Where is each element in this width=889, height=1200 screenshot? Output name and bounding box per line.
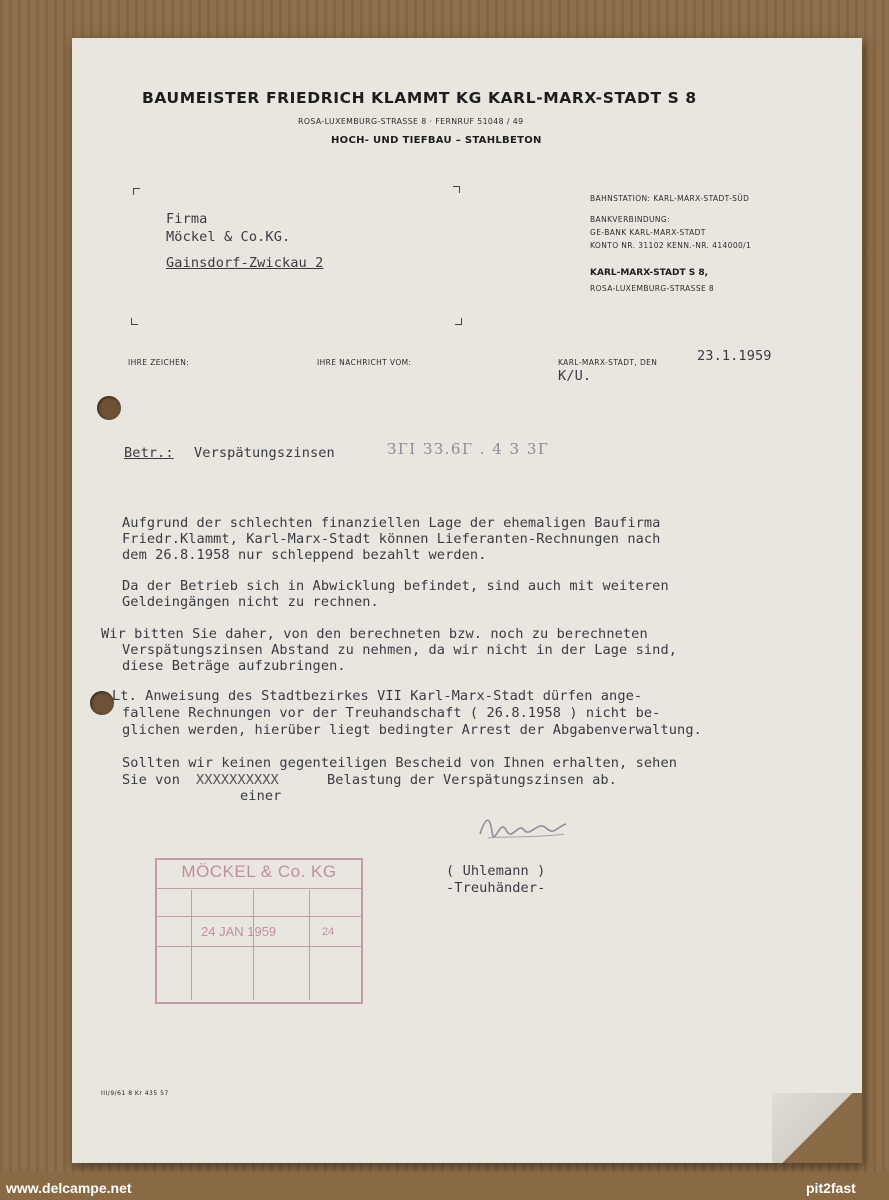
our-sign: K/U. xyxy=(558,368,592,384)
recipient-line-2: Möckel & Co.KG. xyxy=(166,229,291,245)
body-p4-line1: Lt. Anweisung des Stadtbezirkes VII Karl-Marx-Stadt dürfen ange- xyxy=(112,688,643,704)
recipient-line-1: Firma xyxy=(166,211,208,227)
watermark-bar xyxy=(0,1172,889,1200)
bank-name: GE-BANK KARL-MARX-STADT xyxy=(590,228,706,237)
body-p5-struck-text: XXXXXXXXXX xyxy=(196,772,279,788)
stamp-col-line xyxy=(253,890,254,1000)
body-p2-line1: Da der Betrieb sich in Abwicklung befindet, sind auch mit weiteren xyxy=(122,578,669,594)
bank-label: BANKVERBINDUNG: xyxy=(590,215,671,224)
company-address: ROSA-LUXEMBURG-STRASSE 8 · FERNRUF 51048 / 49 xyxy=(298,117,524,126)
stamp-title: MÖCKEL & Co. KG xyxy=(157,862,361,889)
handwritten-signature xyxy=(478,808,568,848)
body-p5-line1: Sollten wir keinen gegenteiligen Bescheid von Ihnen erhalten, sehen xyxy=(122,755,678,771)
body-p1-line1: Aufgrund der schlechten finanziellen Lage der ehemaligen Baufirma xyxy=(122,515,661,531)
body-p3-line2: Verspätungszinsen Abstand zu nehmen, da wir nicht in der Lage sind, xyxy=(122,642,678,658)
window-corner-bl xyxy=(131,318,138,325)
body-p3-line3: diese Beträge aufzubringen. xyxy=(122,658,346,674)
stamp-col-line xyxy=(191,890,192,1000)
place-date-label: KARL-MARX-STADT, DEN xyxy=(558,358,658,367)
station-info: BAHNSTATION: KARL-MARX-STADT-SÜD xyxy=(590,194,750,203)
body-p4-line3: glichen werden, hierüber liegt bedingter Arrest der Abgabenverwaltung. xyxy=(122,722,702,738)
folded-corner xyxy=(772,1093,862,1163)
receipt-stamp xyxy=(155,858,363,1004)
punch-hole-top xyxy=(97,396,121,420)
body-p2-line2: Geldeingängen nicht zu rechnen. xyxy=(122,594,379,610)
subject-handwritten-note: ЗГІ ЗЗ.6Г . 4 3 3Г xyxy=(387,440,550,458)
watermark-right: pit2fast xyxy=(806,1180,856,1196)
letter-date: 23.1.1959 xyxy=(697,348,772,364)
company-services: HOCH- UND TIEFBAU – STAHLBETON xyxy=(331,135,542,146)
window-corner-br xyxy=(455,318,462,325)
body-p5-line2-start: Sie von xyxy=(122,772,180,788)
subject-text: Verspätungszinsen xyxy=(194,445,335,461)
sender-street: ROSA-LUXEMBURG-STRASSE 8 xyxy=(590,284,715,293)
body-p1-line2: Friedr.Klammt, Karl-Marx-Stadt können Lieferanten-Rechnungen nach xyxy=(122,531,661,547)
body-p4-line2: fallene Rechnungen vor der Treuhandschaft ( 26.8.1958 ) nicht be- xyxy=(122,705,661,721)
stamp-row-line xyxy=(157,916,361,917)
body-p1-line3: dem 26.8.1958 nur schleppend bezahlt werden. xyxy=(122,547,487,563)
stamp-row-line xyxy=(157,946,361,947)
subject-label: Betr.: xyxy=(124,445,174,461)
punch-hole-bottom xyxy=(90,691,114,715)
signatory-role: -Treuhänder- xyxy=(446,880,546,896)
body-p5-insert: einer xyxy=(240,788,282,804)
body-p3-line1: Wir bitten Sie daher, von den berechneten bzw. noch zu berechneten xyxy=(101,626,648,642)
sender-city: KARL-MARX-STADT S 8, xyxy=(590,268,709,278)
ihre-zeichen-label: IHRE ZEICHEN: xyxy=(128,358,190,367)
recipient-line-3: Gainsdorf-Zwickau 2 xyxy=(166,255,324,271)
window-corner-tr xyxy=(453,186,460,193)
stamp-col-line xyxy=(309,890,310,1000)
stamp-grid xyxy=(157,890,361,1000)
company-name: BAUMEISTER FRIEDRICH KLAMMT KG KARL-MARX-STADT S 8 xyxy=(142,89,697,107)
bank-account: KONTO NR. 31102 KENN.-NR. 414000/1 xyxy=(590,241,752,250)
window-corner-tl xyxy=(133,188,140,195)
ihre-nachricht-label: IHRE NACHRICHT VOM: xyxy=(317,358,412,367)
signatory-name: ( Uhlemann ) xyxy=(446,863,546,879)
watermark-left: www.delcampe.net xyxy=(6,1180,132,1196)
body-p5-line2-end: Belastung der Verspätungszinsen ab. xyxy=(327,772,617,788)
form-code: III/9/61 8 Kr 435 57 xyxy=(101,1090,169,1097)
stamp-date: 24 JAN 1959 xyxy=(201,924,277,939)
stamp-number: 24 xyxy=(322,926,335,938)
